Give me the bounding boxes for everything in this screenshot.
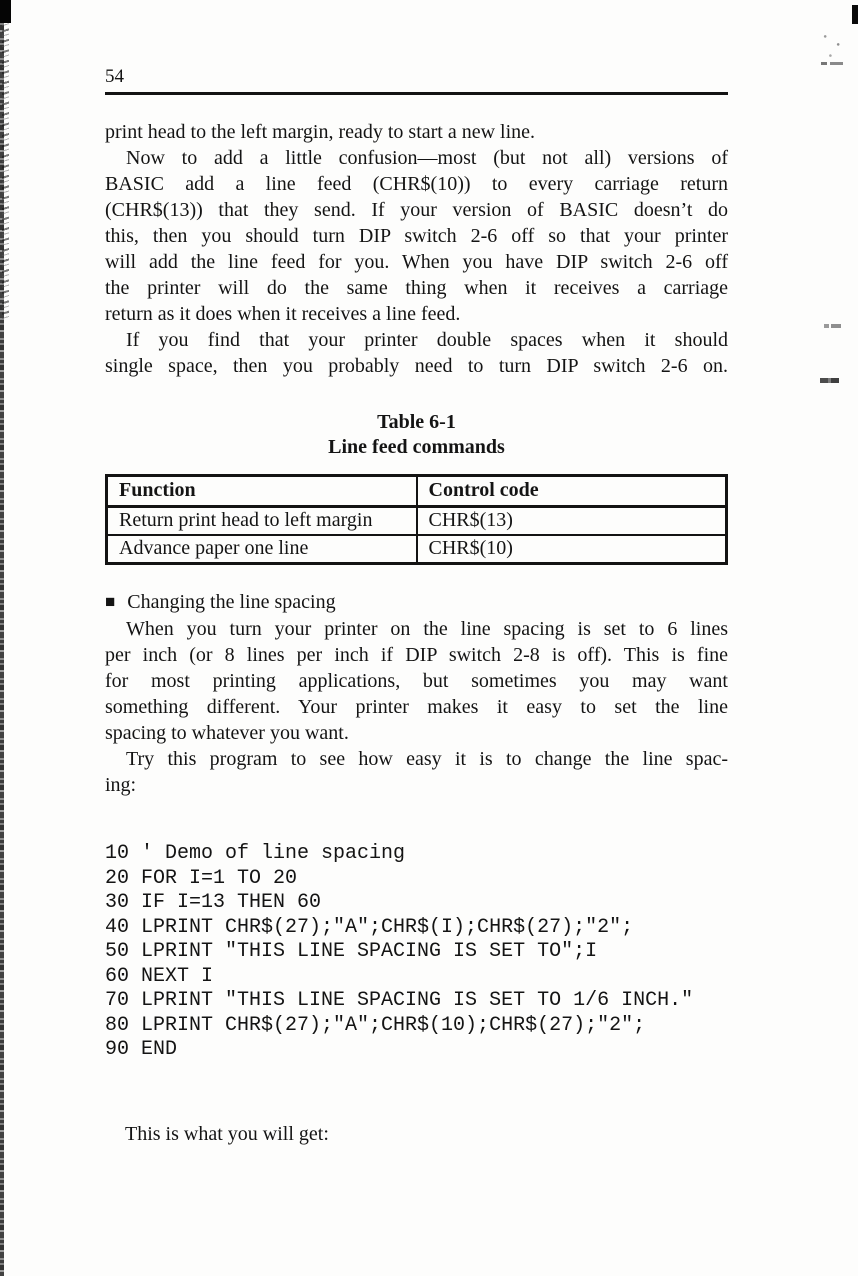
basic-code-listing xyxy=(105,842,728,1063)
code-line: 90 END xyxy=(105,1038,178,1061)
body-line: (CHR$(13)) that they send. If your version of BASIC doesn’t do xyxy=(105,199,728,221)
header-rule xyxy=(105,92,728,95)
spacing-paragraphs xyxy=(105,616,728,798)
body-line: ing: xyxy=(105,774,137,796)
closing-line: This is what you will get: xyxy=(125,1122,329,1145)
text-column xyxy=(105,0,728,1147)
section-heading-label: Changing the line spacing xyxy=(127,591,336,613)
table-header-cell: Function xyxy=(107,476,417,507)
section-heading xyxy=(105,589,728,616)
square-bullet-icon: ■ xyxy=(105,592,116,611)
table-row xyxy=(107,535,727,564)
intro-paragraphs xyxy=(105,119,728,379)
page-number: 54 xyxy=(105,66,124,87)
body-line: print head to the left margin, ready to start a new line. xyxy=(105,121,536,143)
table-header-cell: Control code xyxy=(417,476,727,507)
body-line: BASIC add a line feed (CHR$(10)) to every carriage return xyxy=(105,173,728,195)
code-line: 10 ' Demo of line spacing xyxy=(105,842,406,865)
scan-corner-top-right-artifact xyxy=(852,5,858,24)
code-line: 60 NEXT I xyxy=(105,964,214,988)
table-caption-title: Line feed commands xyxy=(328,436,505,458)
table-cell: CHR$(10) xyxy=(417,535,727,564)
body-line: per inch (or 8 lines per inch if DIP switch 2-8 is off). This is fine xyxy=(105,644,728,666)
table-header-row xyxy=(107,476,727,507)
code-line: 80 LPRINT CHR$(27);"A";CHR$(10);CHR$(27);"2"; xyxy=(105,1013,646,1037)
table-caption-number: Table 6-1 xyxy=(377,411,456,433)
code-line: 40 LPRINT CHR$(27);"A";CHR$(I);CHR$(27);"2"; xyxy=(105,915,634,939)
body-line: Try this program to see how easy it is to change the line spac- xyxy=(126,748,728,770)
line-feed-commands-table xyxy=(105,474,728,565)
code-line: 70 LPRINT "THIS LINE SPACING IS SET TO 1/6 INCH." xyxy=(105,989,694,1012)
scan-mark-right-lower-artifact xyxy=(820,378,839,383)
body-line: Now to add a little confusion—most (but not all) versions of xyxy=(126,147,728,169)
scan-speckle-top-right-artifact xyxy=(820,30,846,62)
table-caption xyxy=(105,410,728,460)
body-line: this, then you should turn DIP switch 2-6 off so that your printer xyxy=(105,225,728,247)
code-line: 20 FOR I=1 TO 20 xyxy=(105,866,298,890)
scan-corner-top-left-artifact xyxy=(0,0,11,23)
table-cell: CHR$(13) xyxy=(417,507,727,536)
body-line: the printer will do the same thing when it receives a carriage xyxy=(105,277,728,299)
body-line: If you find that your printer double spaces when it should xyxy=(126,329,728,351)
scan-mark-right-upper-artifact xyxy=(824,324,841,328)
body-line: single space, then you probably need to turn DIP switch 2-6 on. xyxy=(105,355,728,377)
scan-dash-top-right-artifact xyxy=(821,62,843,65)
code-line: 50 LPRINT "THIS LINE SPACING IS SET TO";I xyxy=(105,940,598,963)
body-line: will add the line feed for you. When you have DIP switch 2-6 off xyxy=(105,251,728,273)
table-cell: Return print head to left margin xyxy=(107,507,417,536)
body-line: something different. Your printer makes it easy to set the line xyxy=(105,696,728,718)
body-line: When you turn your printer on the line spacing is set to 6 lines xyxy=(126,618,728,640)
table-cell: Advance paper one line xyxy=(119,537,309,559)
code-line: 30 IF I=13 THEN 60 xyxy=(105,891,322,914)
table-row xyxy=(107,507,727,536)
body-line: return as it does when it receives a line feed. xyxy=(105,303,461,325)
scan-edge-speckle-artifact xyxy=(2,20,9,320)
body-line: for most printing applications, but sometimes you may want xyxy=(105,670,728,692)
body-line: spacing to whatever you want. xyxy=(105,722,349,744)
